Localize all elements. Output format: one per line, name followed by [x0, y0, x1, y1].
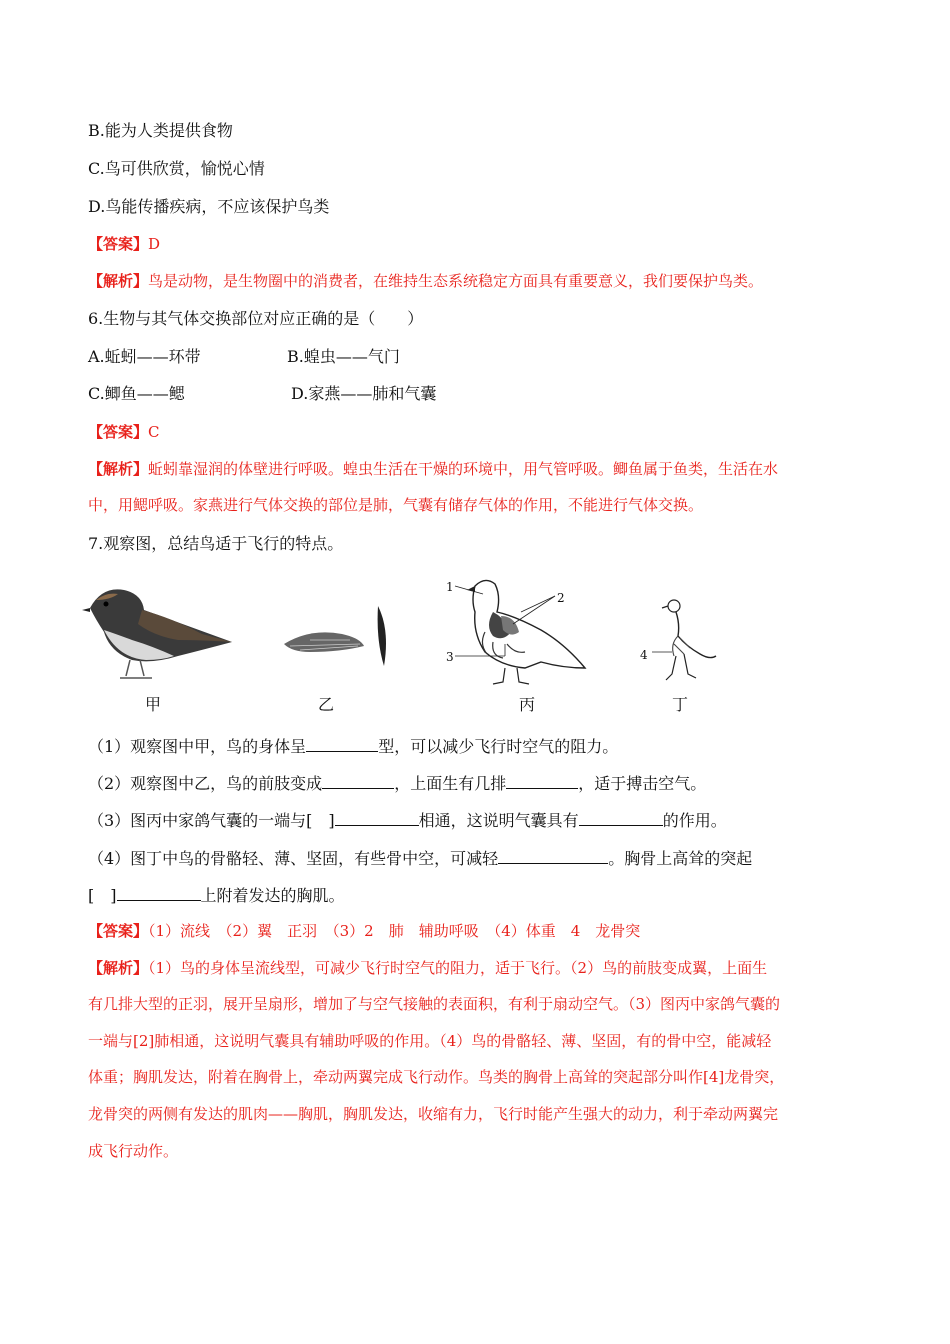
caption-bing: 丙: [519, 695, 536, 714]
blank[interactable]: [306, 733, 378, 752]
blank[interactable]: [579, 807, 663, 826]
label-4: 4: [640, 648, 648, 662]
answer-value: D: [148, 235, 161, 253]
blank[interactable]: [322, 770, 394, 789]
q7-analysis-line-1: [88, 957, 767, 979]
q7-analysis-line-5: 龙骨突的两侧有发达的肌肉——胸肌，胸肌发达，收缩有力，飞行时能产生强大的动力，利于牵动两翼完: [88, 1105, 779, 1123]
q7-part-3: [88, 807, 727, 832]
q6-analysis-line-1: [88, 458, 778, 480]
part-text: [ ]: [88, 886, 117, 905]
wing-figure: [280, 600, 400, 670]
label-1: 1: [446, 580, 454, 594]
part-text: （2）观察图中乙，鸟的前肢变成: [88, 774, 323, 793]
sparrow-figure: [82, 580, 240, 684]
part-text: 型，可以减少飞行时空气的阻力。: [378, 737, 619, 756]
part-text: 。胸骨上高耸的突起: [608, 849, 753, 868]
q6-option-b: B.蝗虫——气门: [287, 347, 400, 366]
analysis-text: （1）鸟的身体呈流线型，可减少飞行时空气的阻力，适于飞行。（2）鸟的前肢变成翼，上面生: [148, 959, 768, 977]
q7-analysis-line-6: 成飞行动作。: [88, 1142, 179, 1160]
q7-part-2: [88, 770, 706, 795]
q7-analysis-line-3: 一端与[2]肺相通，这说明气囊具有辅助呼吸的作用。（4）鸟的骨骼轻、薄、坚固，有的骨中空，能减轻: [88, 1032, 772, 1050]
analysis-tag: 【解析】: [88, 460, 149, 478]
q7-stem: 7.观察图，总结鸟适于飞行的特点。: [88, 534, 344, 553]
part-text: ，适于搏击空气。: [578, 774, 707, 793]
label-3: 3: [446, 650, 454, 664]
q5-analysis: [88, 270, 763, 292]
q7-analysis-line-2: 有几排大型的正羽，展开呈扇形，增加了与空气接触的表面积，有利于扇动空气。（3）图丙中家鸽气囊的: [88, 995, 781, 1013]
part-text: 的作用。: [662, 811, 727, 830]
answer-tag: 【答案】: [88, 235, 149, 253]
q6-answer: [88, 421, 160, 443]
q5-option-b: B.能为人类提供食物: [88, 121, 233, 140]
q7-part-1: [88, 733, 618, 758]
blank[interactable]: [506, 770, 578, 789]
answer-tag: 【答案】: [88, 423, 149, 441]
blank[interactable]: [117, 882, 201, 901]
answer-value: C: [148, 423, 160, 441]
q5-option-d: D.鸟能传播疾病，不应该保护鸟类: [88, 197, 330, 216]
pigeon-airsac-figure: [445, 572, 605, 690]
part-text: ，上面生有几排: [394, 774, 507, 793]
part-text: （3）图丙中家鸽气囊的一端与[ ]: [88, 811, 335, 830]
part-text: 相通，这说明气囊具有: [418, 811, 579, 830]
blank[interactable]: [498, 845, 608, 864]
label-2: 2: [557, 591, 565, 605]
q6-option-a: A.蚯蚓——环带: [88, 347, 201, 366]
answer-tag: 【答案】: [88, 922, 149, 940]
part-text: （4）图丁中鸟的骨骼轻、薄、坚固，有些骨中空，可减轻: [88, 849, 499, 868]
caption-jia: 甲: [145, 695, 162, 714]
blank[interactable]: [335, 807, 419, 826]
q5-option-c: C.鸟可供欣赏，愉悦心情: [88, 159, 265, 178]
skeleton-figure: [640, 594, 720, 686]
q6-stem: 6.生物与其气体交换部位对应正确的是（ ）: [88, 309, 424, 328]
q7-part-4: [88, 845, 752, 870]
part-text: （1）观察图中甲，鸟的身体呈: [88, 737, 307, 756]
caption-ding: 丁: [672, 695, 689, 714]
q6-option-c: C.鲫鱼——鳃: [88, 384, 185, 403]
answer-value: （1）流线 （2）翼 正羽 （3）2 肺 辅助呼吸 （4）体重 4 龙骨突: [148, 922, 641, 940]
q7-part-4-cont: [88, 882, 345, 907]
q6-option-d: D.家燕——肺和气囊: [291, 384, 437, 403]
part-text: 上附着发达的胸肌。: [200, 886, 345, 905]
analysis-tag: 【解析】: [88, 272, 149, 290]
q5-answer: [88, 233, 160, 255]
q7-analysis-line-4: 体重；胸肌发达，附着在胸骨上，牵动两翼完成飞行动作。鸟类的胸骨上高耸的突起部分叫作[4]龙骨突，: [88, 1068, 785, 1086]
analysis-text: 蚯蚓靠湿润的体壁进行呼吸。蝗虫生活在干燥的环境中，用气管呼吸。鲫鱼属于鱼类，生活在水: [148, 460, 779, 478]
q6-analysis-line-2: 中，用鳃呼吸。家燕进行气体交换的部位是肺，气囊有储存气体的作用，不能进行气体交换。: [88, 496, 704, 514]
analysis-text: 鸟是动物，是生物圈中的消费者，在维持生态系统稳定方面具有重要意义，我们要保护鸟类。: [148, 272, 764, 290]
analysis-tag: 【解析】: [88, 959, 149, 977]
caption-yi: 乙: [318, 695, 335, 714]
q7-answer: [88, 920, 640, 942]
